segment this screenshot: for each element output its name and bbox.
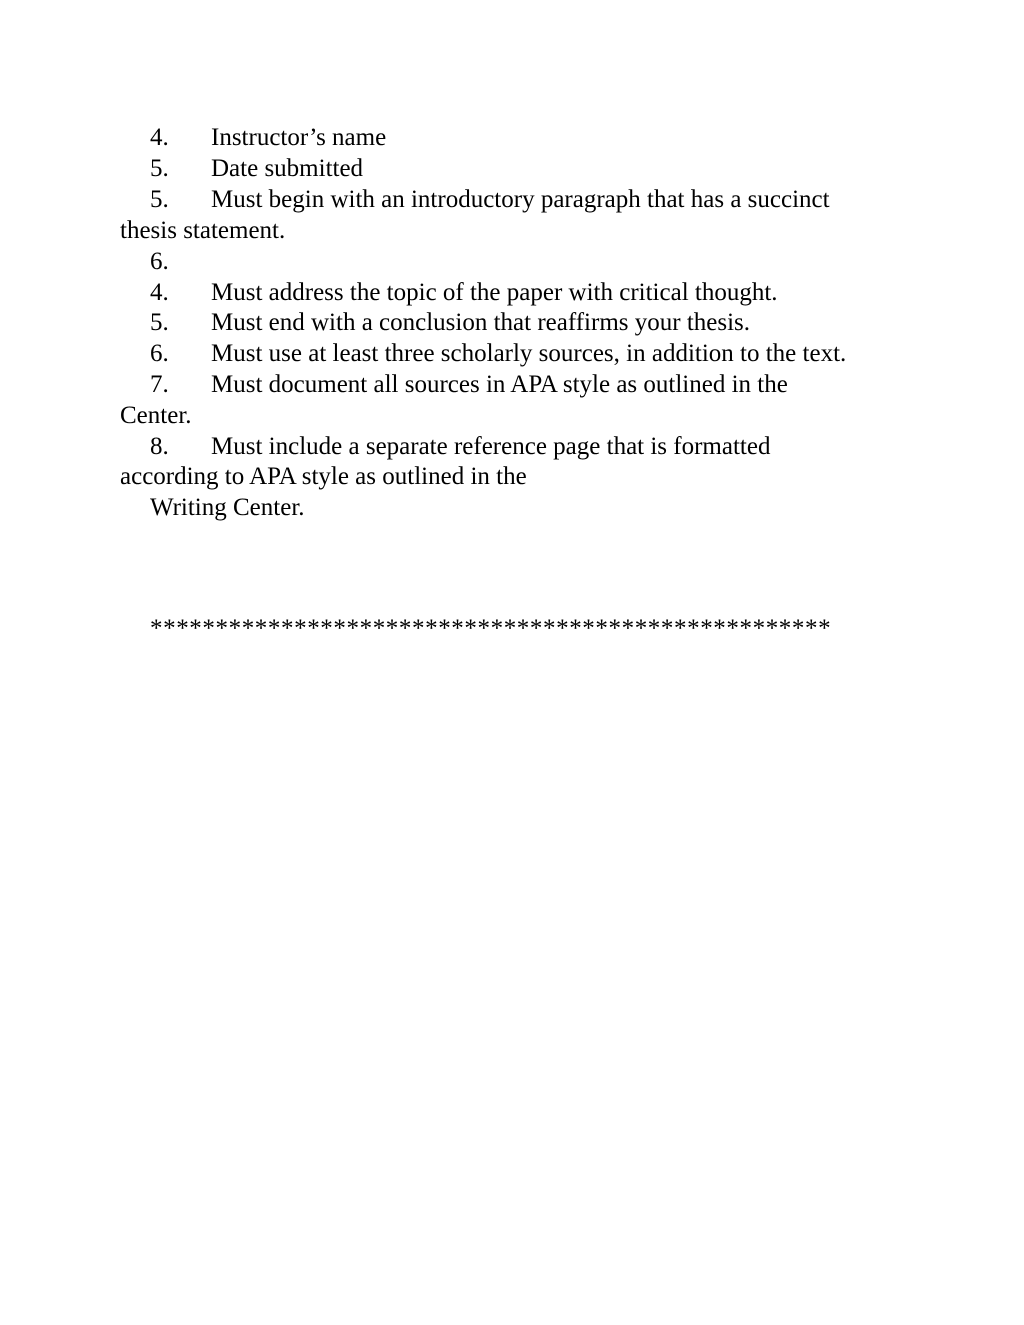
list-item-text: Must begin with an introductory paragraph that has a succinct	[211, 186, 830, 213]
list-item-number: 5.	[150, 186, 169, 213]
list-item-number: 7.	[150, 371, 169, 398]
list-item-text: Date submitted	[211, 155, 364, 182]
list-item-number: 4.	[150, 279, 169, 306]
separator-asterisks: ****************************************************	[150, 615, 832, 642]
list-item-number: 8.	[150, 433, 169, 460]
list-item-text: Must include a separate reference page that is formatted	[211, 433, 771, 460]
list-item-text: Must address the topic of the paper with critical thought.	[211, 279, 778, 306]
list-item-text: Instructor’s name	[211, 124, 387, 151]
list-item-text: Must document all sources in APA style as outlined in the	[211, 371, 788, 398]
list-item-number: 5.	[150, 309, 169, 336]
list-item-continuation-text: Writing Center.	[150, 494, 305, 521]
list-item-continuation-text: according to APA style as outlined in the	[120, 463, 527, 490]
list-item-number: 6.	[150, 340, 169, 367]
list-item-number: 4.	[150, 124, 169, 151]
list-item-number: 5.	[150, 155, 169, 182]
list-item-text: Must use at least three scholarly sources, in addition to the text.	[211, 340, 847, 367]
list-item-text: Must end with a conclusion that reaffirms your thesis.	[211, 309, 751, 336]
list-item-number: 6.	[150, 248, 169, 275]
list-item-continuation-text: Center.	[120, 402, 192, 429]
list-item-continuation-text: thesis statement.	[120, 217, 286, 244]
